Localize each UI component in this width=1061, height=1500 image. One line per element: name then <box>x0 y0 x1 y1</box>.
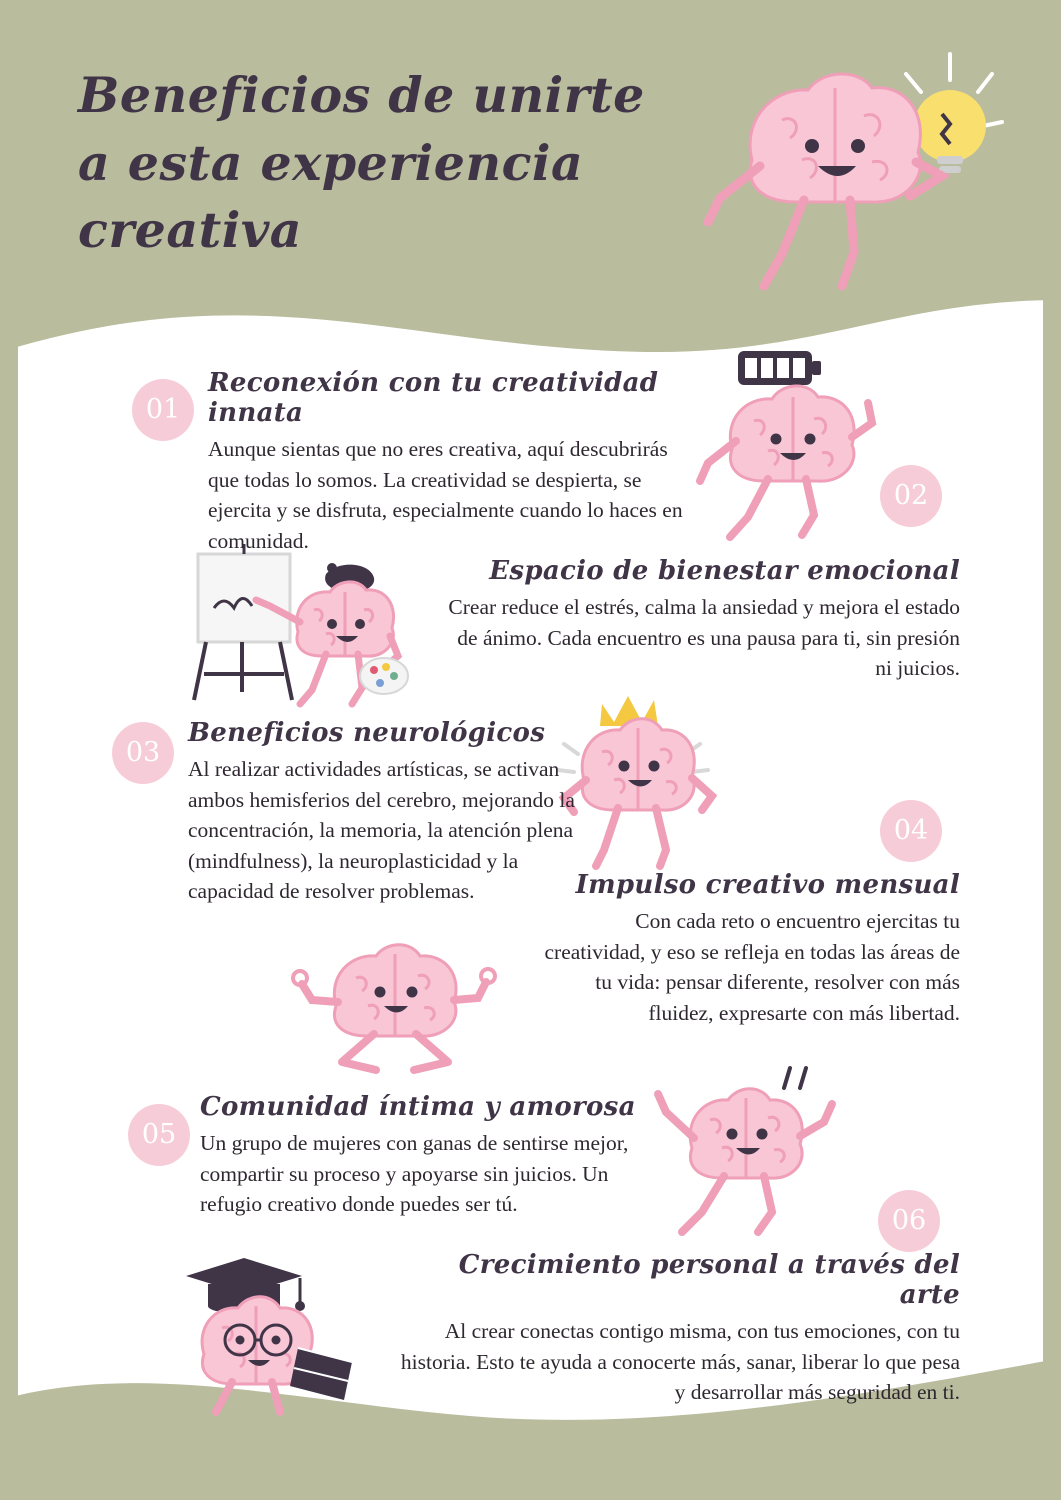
item-title-01: Reconexión con tu creatividad innata <box>208 368 659 428</box>
item-number-02: 02 <box>880 465 942 527</box>
benefit-item-05 <box>200 1092 648 1220</box>
title-line-1: Beneficios de unirte <box>78 66 645 124</box>
item-number-04: 04 <box>880 800 942 862</box>
item-number-01: 01 <box>132 379 194 441</box>
benefit-item-04 <box>540 870 960 1028</box>
item-title-06: Crecimiento personal a través del arte <box>458 1250 960 1310</box>
item-body-01: Aunque sientas que no eres creativa, aquí descubrirás que todas lo somos. La creatividad se despierta, se ejercita y se disfruta, especialmente cuando lo haces en comunidad. <box>208 437 683 553</box>
title-line-3: creativa <box>78 201 303 260</box>
benefit-item-03 <box>188 718 588 907</box>
item-body-02: Crear reduce el estrés, calma la ansiedad y mejora el estado de ánimo. Cada encuentro es una pausa para ti, sin presión ni juicios. <box>448 595 960 681</box>
item-title-02: Espacio de bienestar emocional <box>489 556 960 586</box>
right-border <box>1043 0 1061 1500</box>
item-body-06: Al crear conectas contigo misma, con tus emociones, con tu historia. Esto te ayuda a conocerte más, sanar, liberar lo que pesa y desarrollar más seguridad en ti. <box>400 1319 960 1405</box>
brain-with-lightbulb-icon <box>692 40 1012 330</box>
title-line-2: a esta experiencia <box>78 133 584 192</box>
benefit-item-06 <box>400 1250 960 1408</box>
item-title-04: Impulso creativo mensual <box>575 870 960 900</box>
item-number-05: 05 <box>128 1104 190 1166</box>
brain-meditating-icon <box>280 940 500 1090</box>
item-title-03: Beneficios neurológicos <box>188 718 546 748</box>
item-body-04: Con cada reto o encuentro ejercitas tu creatividad, y eso se refleja en todas las áreas de tu vida: pensar diferente, resolver con más fluidez, expresarte con más libertad. <box>544 909 960 1025</box>
brain-graduate-book-icon <box>168 1248 378 1418</box>
item-body-05: Un grupo de mujeres con ganas de sentirse mejor, compartir su proceso y apoyarse sin juicios. Un refugio creativo donde puedes ser tú. <box>200 1131 629 1217</box>
item-number-03: 03 <box>112 722 174 784</box>
item-number-06: 06 <box>878 1190 940 1252</box>
brain-celebrating-icon <box>640 1060 840 1240</box>
brain-painter-easel-icon <box>180 540 420 710</box>
item-body-03: Al realizar actividades artísticas, se activan ambos hemisferios del cerebro, mejorando la concentración, la memoria, la atención plena (mindfulness), la neuroplasticidad y la capacidad de resolver problemas. <box>188 757 575 904</box>
page-title <box>78 62 718 265</box>
benefit-item-01 <box>208 368 686 556</box>
item-title-05: Comunidad íntima y amorosa <box>200 1092 636 1122</box>
benefit-item-02 <box>440 556 960 684</box>
left-border <box>0 0 18 1500</box>
brain-with-battery-icon <box>690 345 900 545</box>
